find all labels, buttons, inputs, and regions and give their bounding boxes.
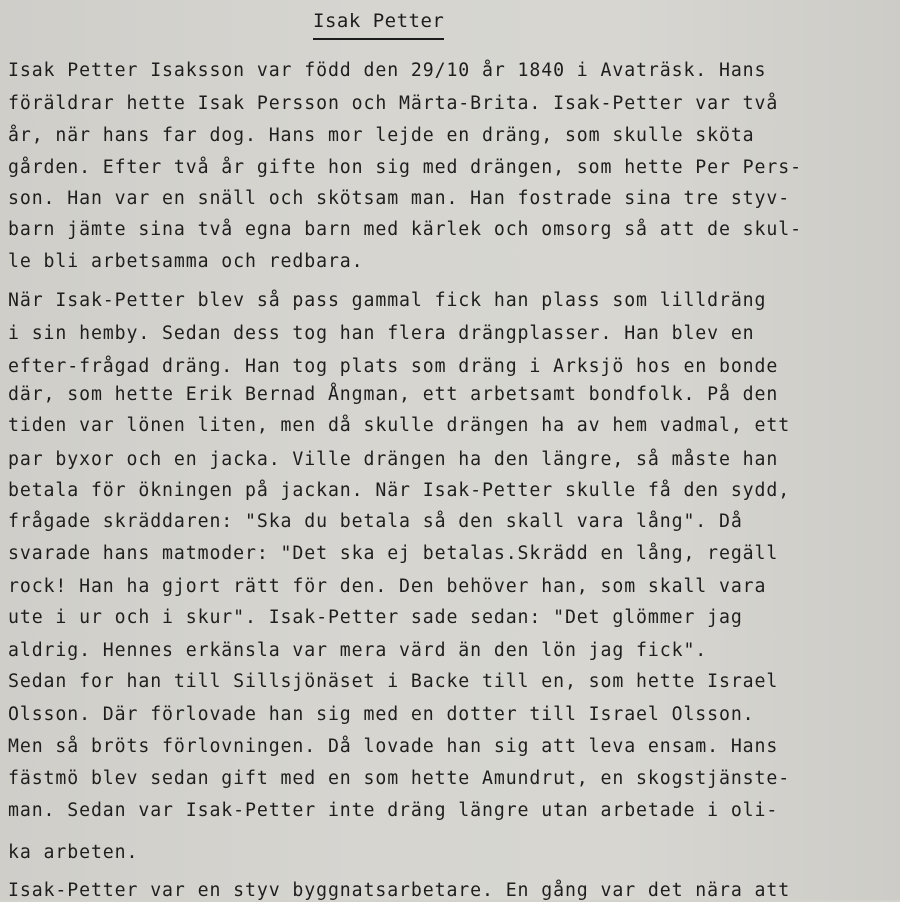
- text-line: där, som hette Erik Bernad Ångman, ett arbetsamt bondfolk. På den: [8, 384, 779, 405]
- text-line: man. Sedan var Isak-Petter inte dräng längre utan arbetade i oli-: [8, 800, 779, 821]
- text-line: år, när hans far dog. Hans mor lejde en dräng, som skulle sköta: [8, 125, 755, 146]
- text-line: aldrig. Hennes erkänsla var mera värd än den lön jag fick".: [8, 640, 708, 661]
- text-line: Isak Petter Isaksson var född den 29/10 år 1840 i Avaträsk. Hans: [8, 60, 767, 81]
- text-line: frågade skräddaren: "Ska du betala så den skall vara lång". Då: [8, 511, 743, 532]
- text-line: föräldrar hette Isak Persson och Märta-Brita. Isak-Petter var två: [8, 93, 779, 114]
- page-title: Isak Petter: [313, 10, 444, 40]
- text-line: Men så bröts förlovningen. Då lovade han sig att leva ensam. Hans: [8, 736, 779, 757]
- text-line: barn jämte sina två egna barn med kärlek och omsorg så att de skul-: [8, 219, 802, 240]
- text-line: ka arbeten.: [8, 842, 139, 863]
- text-line: son. Han var en snäll och skötsam man. Han fostrade sina tre styv-: [8, 188, 791, 209]
- text-line: tiden var lönen liten, men då skulle drängen ha av hem vadmal, ett: [8, 415, 791, 436]
- text-line: gården. Efter två år gifte hon sig med drängen, som hette Per Pers-: [8, 157, 802, 178]
- text-line: svarade hans matmoder: "Det ska ej betalas.Skrädd en lång, regäll: [8, 543, 779, 564]
- text-line: När Isak-Petter blev så pass gammal fick han plass som lilldräng: [8, 290, 767, 311]
- text-line: Olsson. Där förlovade han sig med en dotter till Israel Olsson.: [8, 704, 755, 725]
- text-line: Isak-Petter var en styv byggnatsarbetare. En gång var det nära att: [8, 880, 791, 901]
- text-line: le bli arbetsamma och redbara.: [8, 251, 364, 272]
- text-line: Sedan for han till Sillsjönäset i Backe till en, som hette Israel: [8, 671, 779, 692]
- text-line: fästmö blev sedan gift med en som hette Amundrut, en skogstjänste-: [8, 768, 791, 789]
- text-line: efter-frågad dräng. Han tog plats som dräng i Arksjö hos en bonde: [8, 356, 779, 377]
- text-line: i sin hemby. Sedan dess tog han flera drängplasser. Han blev en: [8, 323, 755, 344]
- text-line: ute i ur och i skur". Isak-Petter sade sedan: "Det glömmer jag: [8, 607, 743, 628]
- text-line: betala för ökningen på jackan. När Isak-Petter skulle få den sydd,: [8, 480, 791, 501]
- text-line: par byxor och en jacka. Ville drängen ha den längre, så måste han: [8, 449, 779, 470]
- text-line: rock! Han ha gjort rätt för den. Den behöver han, som skall vara: [8, 576, 767, 597]
